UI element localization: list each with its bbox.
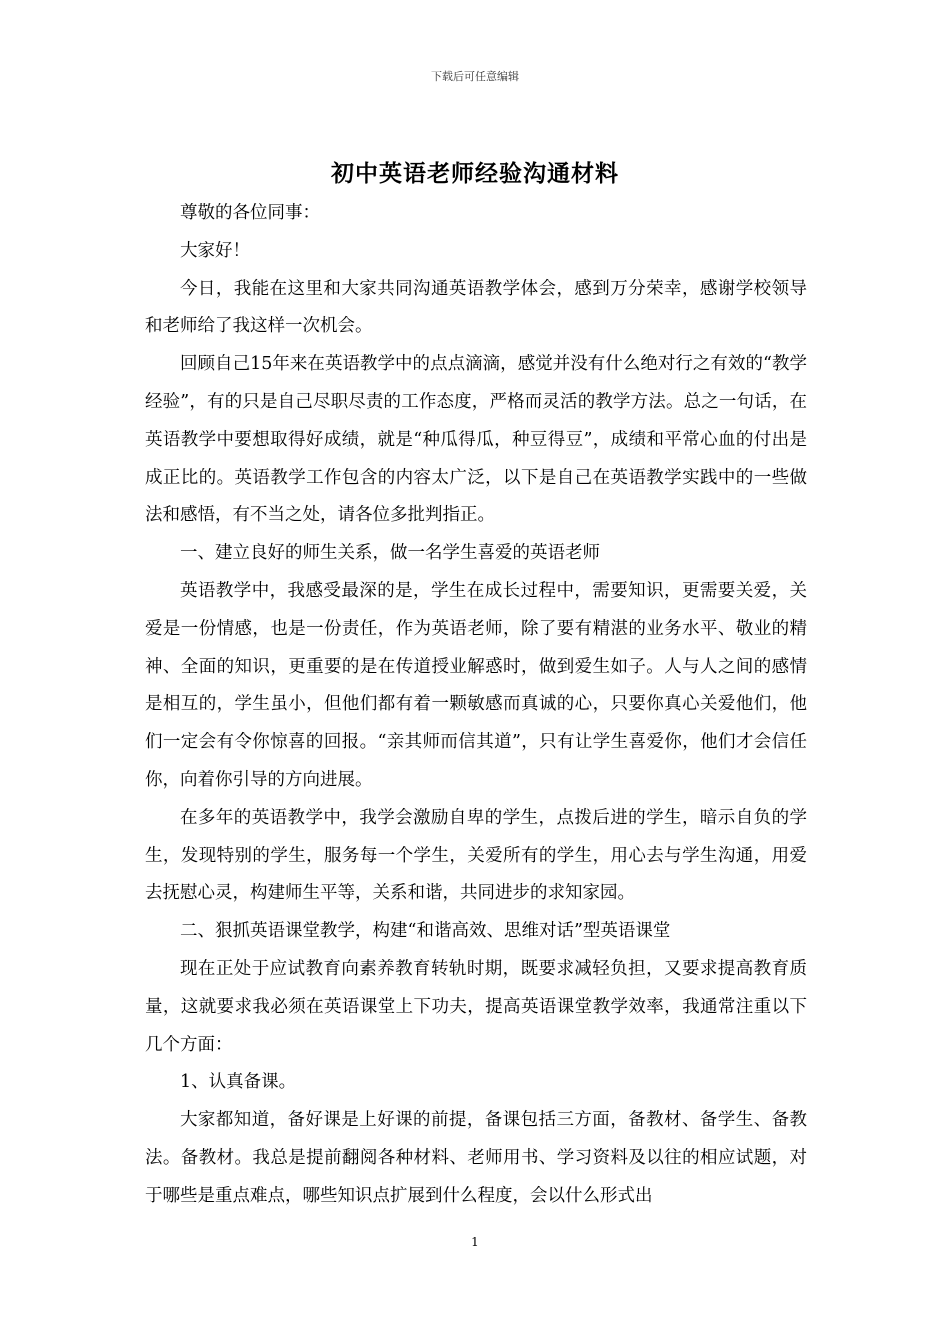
page-number: 1: [471, 1235, 479, 1249]
salutation: 尊敬的各位同事：: [180, 203, 320, 223]
body-paragraph: 今日，我能在这里和大家共同沟通英语教学体会，感到万分荣幸，感谢学校领导和老师给了我这样一次机会。: [145, 278, 807, 337]
body-paragraph: 大家都知道，备好课是上好课的前提，备课包括三方面，备教材、备学生、备教法。备教材。我总是提前翻阅各种材料、老师用书、学习资料及以往的相应试题，对于哪些是重点难点，哪些知识点扩展到什么程度，会以什么形式出: [145, 1110, 807, 1206]
section-heading: 一、建立良好的师生关系，做一名学生喜爱的英语老师: [180, 543, 600, 564]
body-paragraph: 在多年的英语教学中，我学会激励自卑的学生，点拨后进的学生，暗示自负的学生，发现特别的学生，服务每一个学生，关爱所有的学生，用心去与学生沟通，用爱去抚慰心灵，构建师生平等，关系和谐，共同进步的求知家园。: [145, 807, 807, 904]
document-body: [145, 195, 807, 1216]
body-paragraph: 英语教学中，我感受最深的是，学生在成长过程中，需要知识，更需要关爱，关爱是一份情感，也是一份责任，作为英语老师，除了要有精湛的业务水平、敬业的精神、全面的知识，更重要的是在传道授业解惑时，做到爱生如子。人与人之间的感情是相互的，学生虽小，但他们都有着一颗敏感而真诚的心，只要你真心关爱他们，他们一定会有令你惊喜的回报。“亲其师而信其道”，只有让学生喜爱你，他们才会信任你，向着你引导的方向进展。: [145, 580, 807, 790]
section-heading: 二、狠抓英语课堂教学，构建“和谐高效、思维对话”型英语课堂: [180, 921, 671, 942]
greeting: 大家好！: [180, 240, 250, 261]
subsection-heading: 1、认真备课。: [180, 1072, 297, 1093]
header-note: 下载后可任意编辑: [431, 70, 519, 83]
body-paragraph: 现在正处于应试教育向素养教育转轨时期，既要求减轻负担，又要求提高教育质量，这就要求我必须在英语课堂上下功夫，提高英语课堂教学效率，我通常注重以下几个方面：: [145, 958, 807, 1055]
document-title: 初中英语老师经验沟通材料: [331, 160, 619, 187]
body-paragraph: 回顾自己15年来在英语教学中的点点滴滴，感觉并没有什么绝对行之有效的“教学经验”，有的只是自己尽职尽责的工作态度，严格而灵活的教学方法。总之一句话，在英语教学中要想取得好成绩，就是“种瓜得瓜，种豆得豆”，成绩和平常心血的付出是成正比的。英语教学工作包含的内容太广泛，以下是自己在英语教学实践中的一些做法和感悟，有不当之处，请各位多批判指正。: [145, 354, 807, 526]
